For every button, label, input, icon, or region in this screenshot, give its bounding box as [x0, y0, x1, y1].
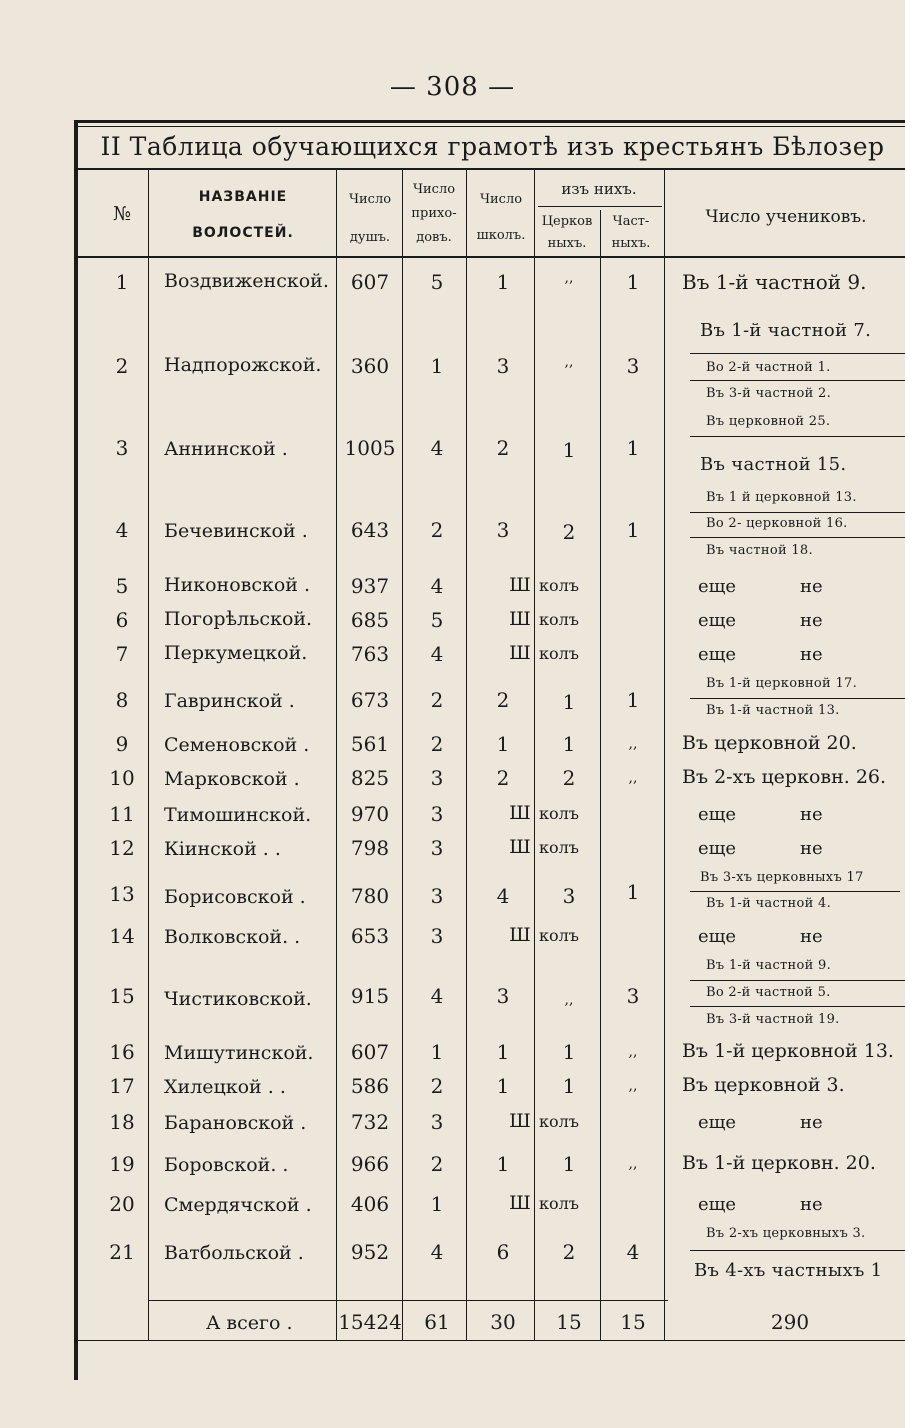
church-schools: 1 — [562, 690, 576, 714]
parishes-count: 4 — [430, 436, 444, 460]
souls-count: 607 — [350, 270, 390, 294]
parishes-count: 1 — [430, 354, 444, 378]
souls-count: 607 — [350, 1040, 390, 1064]
schools-count — [503, 802, 579, 824]
schools-count-suffix: колъ — [539, 610, 579, 629]
church-schools: ,, — [564, 270, 574, 286]
volost-name: Гавринской . — [164, 690, 295, 712]
parishes-count: 3 — [430, 766, 444, 790]
col-line — [664, 170, 665, 1340]
brace-rule — [690, 353, 905, 354]
pupils-note: Въ 3-й частной 2. — [706, 386, 832, 401]
schools-count: 6 — [496, 1240, 510, 1264]
of-them-rule — [538, 206, 662, 207]
private-schools: ,, — [628, 736, 638, 752]
row-number: 1 — [115, 270, 129, 294]
schools-count — [503, 924, 579, 946]
pupils-note: еще — [698, 576, 737, 597]
church-schools: 1 — [562, 1040, 576, 1064]
total-church: 15 — [556, 1310, 582, 1334]
row-number: 12 — [109, 836, 135, 860]
row-number: 8 — [115, 688, 129, 712]
parishes-count: 1 — [430, 1192, 444, 1216]
parishes-count: 4 — [430, 984, 444, 1008]
souls-count: 586 — [350, 1074, 390, 1098]
brace-rule — [690, 436, 905, 437]
brace-rule — [690, 380, 905, 381]
header-parishes-line3: довъ. — [416, 230, 452, 245]
total-schools: 30 — [490, 1310, 516, 1334]
header-parishes-line2: прихо- — [411, 206, 457, 221]
header-schools-line2: школъ. — [476, 228, 526, 243]
pupils-note: Въ 1-й частной 4. — [706, 896, 832, 911]
pupils-note: Въ 1-й церковной 13. — [682, 1040, 894, 1062]
private-schools: 3 — [626, 354, 640, 378]
pupils-note: не — [800, 838, 823, 859]
pupils-note: Въ 4-хъ частныхъ 1 — [694, 1260, 883, 1281]
private-schools: 3 — [626, 984, 640, 1008]
table-title: II Таблица обучающихся грамотѣ изъ крестьянъ Бѣлозер — [100, 132, 885, 161]
schools-count: 4 — [496, 884, 510, 908]
parishes-count: 5 — [430, 608, 444, 632]
pupils-note: не — [800, 644, 823, 665]
row-number: 17 — [109, 1074, 135, 1098]
brace-rule — [690, 698, 905, 699]
schools-count — [503, 608, 579, 630]
souls-count: 970 — [350, 802, 390, 826]
schools-count-letter: Ш — [509, 924, 531, 946]
pupils-note: Въ 1-й церковной 17. — [706, 676, 858, 691]
pupils-note: еще — [698, 926, 737, 947]
parishes-count: 2 — [430, 732, 444, 756]
schools-count-letter: Ш — [509, 642, 531, 664]
pupils-note: Въ 3-й частной 19. — [706, 1012, 840, 1027]
church-schools: 1 — [562, 732, 576, 756]
row-number: 21 — [109, 1240, 135, 1264]
pupils-note: Въ частной 15. — [700, 454, 847, 475]
total-parishes: 61 — [424, 1310, 450, 1334]
private-schools: 1 — [626, 436, 640, 460]
souls-count: 732 — [350, 1110, 390, 1134]
top-rule — [75, 120, 905, 123]
pupils-note: Въ 1-й частной 9. — [706, 958, 832, 973]
private-schools: 1 — [626, 518, 640, 542]
schools-count-letter: Ш — [509, 574, 531, 596]
row-number: 14 — [109, 924, 135, 948]
schools-count — [503, 836, 579, 858]
total-label: А всего . — [206, 1312, 293, 1334]
schools-count: 1 — [496, 1074, 510, 1098]
pupils-note: не — [800, 1194, 823, 1215]
private-schools: ,, — [628, 1044, 638, 1060]
parishes-count: 2 — [430, 688, 444, 712]
page-number: — 308 — — [389, 72, 516, 102]
pupils-note: не — [800, 1112, 823, 1133]
pupils-note: Въ 2-хъ церковн. 26. — [682, 766, 887, 788]
col-line — [336, 170, 337, 1340]
schools-count: 1 — [496, 732, 510, 756]
volost-name: Чистиковской. — [164, 988, 312, 1010]
pupils-note: Во 2- церковной 16. — [706, 516, 848, 531]
souls-count: 952 — [350, 1240, 390, 1264]
left-border — [74, 120, 78, 1380]
header-schools-line1: Число — [479, 192, 523, 207]
schools-count: 2 — [496, 766, 510, 790]
header-parishes-line1: Число — [412, 182, 456, 197]
church-schools: 3 — [562, 884, 576, 908]
schools-count — [503, 642, 579, 664]
church-schools: 2 — [562, 520, 576, 544]
schools-count: 3 — [496, 984, 510, 1008]
col-line — [402, 170, 403, 1340]
header-of-them: изъ нихъ. — [561, 180, 637, 198]
private-schools: 4 — [626, 1240, 640, 1264]
pupils-note: еще — [698, 1194, 737, 1215]
volost-name: Семеновской . — [164, 734, 310, 756]
parishes-count: 3 — [430, 1110, 444, 1134]
schools-count — [503, 574, 579, 596]
header-name-line2: ВОЛОСТЕЙ. — [192, 225, 294, 241]
parishes-count: 5 — [430, 270, 444, 294]
header-name-line1: НАЗВАНІЕ — [198, 189, 288, 205]
pupils-note: Въ церковной 25. — [706, 414, 831, 429]
schools-count: 3 — [496, 354, 510, 378]
brace-rule — [690, 891, 900, 892]
schools-count-suffix: колъ — [539, 1194, 579, 1213]
pupils-note: Въ 1 й церковной 13. — [706, 490, 857, 505]
row-number: 15 — [109, 984, 135, 1008]
brace-rule — [690, 1006, 905, 1007]
row-number: 13 — [109, 882, 135, 906]
row-number: 9 — [115, 732, 129, 756]
brace-rule — [690, 980, 905, 981]
souls-count: 780 — [350, 884, 390, 908]
volost-name: Никоновской . — [164, 574, 311, 596]
private-schools: ,, — [628, 1078, 638, 1094]
schools-count: 1 — [496, 270, 510, 294]
header-church-line2: ныхъ. — [547, 236, 587, 251]
pupils-note: не — [800, 610, 823, 631]
schools-count: 2 — [496, 688, 510, 712]
schools-count-letter: Ш — [509, 836, 531, 858]
volost-name: Волковской. . — [164, 926, 301, 948]
row-number: 3 — [115, 436, 129, 460]
volost-name: Смердячской . — [164, 1194, 312, 1216]
souls-count: 685 — [350, 608, 390, 632]
parishes-count: 2 — [430, 1152, 444, 1176]
total-pupils: 290 — [770, 1310, 810, 1334]
volost-name: Хилецкой . . — [164, 1076, 286, 1098]
souls-count: 406 — [350, 1192, 390, 1216]
pupils-note: Во 2-й частной 5. — [706, 985, 831, 1000]
souls-count: 763 — [350, 642, 390, 666]
souls-count: 561 — [350, 732, 390, 756]
schools-count: 3 — [496, 518, 510, 542]
pupils-note: Въ 3-хъ церковныхъ 17 — [700, 870, 864, 885]
schools-count-letter: Ш — [509, 1110, 531, 1132]
row-number: 11 — [109, 802, 135, 826]
parishes-count: 3 — [430, 802, 444, 826]
col-line — [534, 170, 535, 1340]
pupils-note: Въ церковной 3. — [682, 1074, 845, 1096]
schools-count-letter: Ш — [509, 1192, 531, 1214]
volost-name: Тимошинской. — [164, 804, 312, 826]
schools-count: 2 — [496, 436, 510, 460]
volost-name: Перкумецкой. — [164, 642, 308, 664]
pupils-note: Въ 1-й частной 9. — [682, 270, 867, 294]
schools-count-suffix: колъ — [539, 644, 579, 663]
parishes-count: 2 — [430, 1074, 444, 1098]
row-number: 19 — [109, 1152, 135, 1176]
volost-name: Кіинской . . — [164, 838, 281, 860]
souls-count: 643 — [350, 518, 390, 542]
parishes-count: 3 — [430, 924, 444, 948]
souls-count: 798 — [350, 836, 390, 860]
souls-count: 360 — [350, 354, 390, 378]
row-number: 5 — [115, 574, 129, 598]
volost-name: Аннинской . — [164, 438, 288, 460]
volost-name: Барановской . — [164, 1112, 307, 1134]
schools-count-letter: Ш — [509, 608, 531, 630]
row-number: 16 — [109, 1040, 135, 1064]
total-souls: 15424 — [338, 1310, 402, 1334]
schools-count-suffix: колъ — [539, 576, 579, 595]
schools-count-suffix: колъ — [539, 926, 579, 945]
private-schools: ,, — [628, 1156, 638, 1172]
volost-name: Марковской . — [164, 768, 300, 790]
pupils-note: не — [800, 926, 823, 947]
header-souls-line2: душъ. — [349, 230, 391, 245]
row-number: 20 — [109, 1192, 135, 1216]
header-private-line1: Част- — [612, 214, 650, 229]
pupils-note: еще — [698, 610, 737, 631]
row-number: 2 — [115, 354, 129, 378]
souls-count: 937 — [350, 574, 390, 598]
pupils-note: еще — [698, 804, 737, 825]
private-schools: 1 — [626, 270, 640, 294]
volost-name: Воздвиженской. — [164, 270, 329, 292]
volost-name: Борисовской . — [164, 886, 306, 908]
top-rule-thin — [75, 126, 905, 127]
row-number: 18 — [109, 1110, 135, 1134]
brace-rule — [690, 537, 905, 538]
parishes-count: 4 — [430, 574, 444, 598]
church-schools: ,, — [564, 992, 574, 1008]
church-schools: 1 — [562, 438, 576, 462]
schools-count-letter: Ш — [509, 802, 531, 824]
church-schools: 1 — [562, 1152, 576, 1176]
souls-count: 653 — [350, 924, 390, 948]
volost-name: Мишутинской. — [164, 1042, 314, 1064]
schools-count — [503, 1110, 579, 1132]
pupils-note: Въ церковной 20. — [682, 732, 857, 754]
header-church-line1: Церков — [541, 214, 593, 229]
row-number: 10 — [109, 766, 135, 790]
pupils-note: Въ 2-хъ церковныхъ 3. — [706, 1226, 866, 1241]
total-rule — [148, 1300, 668, 1301]
header-private-line2: ныхъ. — [611, 236, 651, 251]
schools-count: 1 — [496, 1040, 510, 1064]
pupils-note: еще — [698, 838, 737, 859]
col-line — [466, 170, 467, 1340]
parishes-count: 4 — [430, 642, 444, 666]
souls-count: 915 — [350, 984, 390, 1008]
parishes-count: 1 — [430, 1040, 444, 1064]
schools-count-suffix: колъ — [539, 804, 579, 823]
brace-rule — [690, 512, 905, 513]
total-private: 15 — [620, 1310, 646, 1334]
pupils-note: еще — [698, 1112, 737, 1133]
row-number: 6 — [115, 608, 129, 632]
pupils-note: не — [800, 804, 823, 825]
parishes-count: 3 — [430, 884, 444, 908]
pupils-note: Въ 1-й частной 7. — [700, 320, 872, 341]
schools-count-suffix: колъ — [539, 1112, 579, 1131]
row-number: 4 — [115, 518, 129, 542]
private-schools: 1 — [626, 880, 640, 904]
parishes-count: 4 — [430, 1240, 444, 1264]
schools-count — [503, 1192, 579, 1214]
parishes-count: 2 — [430, 518, 444, 542]
souls-count: 673 — [350, 688, 390, 712]
volost-name: Боровской. . — [164, 1154, 289, 1176]
pupils-note: Во 2-й частной 1. — [706, 360, 831, 375]
volost-name: Погорѣльской. — [164, 608, 313, 630]
pupils-note: не — [800, 576, 823, 597]
church-schools: ,, — [564, 354, 574, 370]
bottom-rule — [78, 1340, 905, 1341]
souls-count: 1005 — [344, 436, 396, 460]
header-no: № — [113, 203, 131, 225]
pupils-note: Въ 1-й церковн. 20. — [682, 1152, 876, 1174]
church-schools: 2 — [562, 1240, 576, 1264]
pupils-note: еще — [698, 644, 737, 665]
volost-name: Бечевинской . — [164, 520, 308, 542]
pupils-note: Въ 1-й частной 13. — [706, 703, 840, 718]
souls-count: 825 — [350, 766, 390, 790]
private-schools: 1 — [626, 688, 640, 712]
private-schools: ,, — [628, 770, 638, 786]
parishes-count: 3 — [430, 836, 444, 860]
header-souls-line1: Число — [348, 192, 392, 207]
brace-rule — [690, 1250, 905, 1251]
row-number: 7 — [115, 642, 129, 666]
volost-name: Ватбольской . — [164, 1242, 304, 1264]
header-pupils: Число учениковъ. — [705, 207, 867, 227]
church-schools: 1 — [562, 1074, 576, 1098]
title-rule — [78, 168, 905, 170]
souls-count: 966 — [350, 1152, 390, 1176]
church-schools: 2 — [562, 766, 576, 790]
volost-name: Надпорожской. — [164, 354, 322, 376]
col-line — [600, 210, 601, 1340]
schools-count-suffix: колъ — [539, 838, 579, 857]
schools-count: 1 — [496, 1152, 510, 1176]
header-bottom-rule — [78, 256, 905, 258]
pupils-note: Въ частной 18. — [706, 543, 813, 558]
